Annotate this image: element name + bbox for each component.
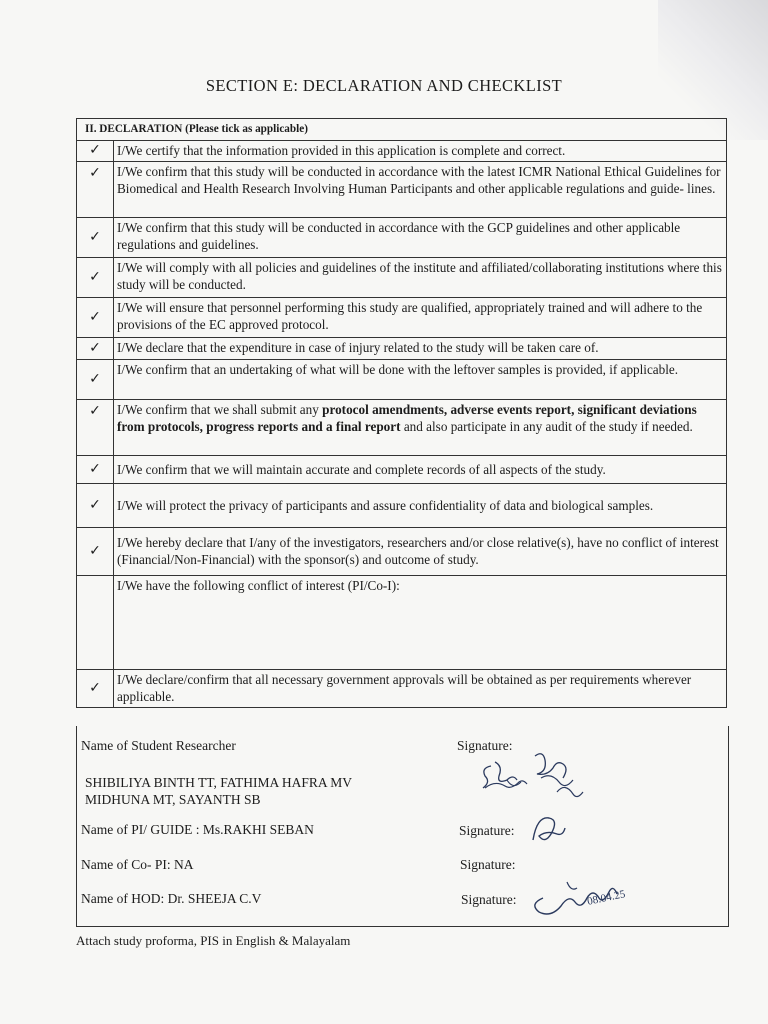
declaration-text (114, 400, 727, 456)
declaration-row (77, 338, 727, 360)
declaration-row (77, 360, 727, 400)
tick-mark[interactable]: ✓ (77, 360, 114, 400)
hod-signature-date: 08.04.25 (586, 888, 627, 908)
declaration-row (77, 298, 727, 338)
tick-mark[interactable]: ✓ (77, 298, 114, 338)
declaration-text: I/We certify that the information provided in this application is complete and correct. (114, 141, 727, 162)
tick-mark[interactable]: ✓ (77, 258, 114, 298)
student-names-line1: SHIBILIYA BINTH TT, FATHIMA HAFRA MV (85, 775, 353, 790)
declaration-row (77, 141, 727, 162)
declaration-row (77, 576, 727, 670)
tick-mark[interactable]: ✓ (77, 456, 114, 484)
co-pi-signature-label: Signature: (460, 857, 516, 872)
signature-section (76, 726, 729, 927)
declaration-table (76, 118, 727, 708)
declaration-row (77, 258, 727, 298)
hod-signature-label: Signature: (461, 892, 517, 907)
declaration-row (77, 162, 727, 218)
student-researcher-label: Name of Student Researcher (81, 738, 236, 753)
declaration-row (77, 400, 727, 456)
tick-mark[interactable]: ✓ (77, 141, 114, 162)
declaration-text: I/We hereby declare that I/any of the investigators, researchers and/or close relative(s), have no conflict of interest (Financial/Non-Financial) with the sponsor(s) and outcome of study. (114, 528, 727, 576)
declaration-header-row (77, 119, 727, 141)
hod-label: Name of HOD: Dr. SHEEJA C.V (81, 891, 262, 906)
pi-signature-label: Signature: (459, 823, 515, 838)
declaration-text: I/We confirm that we will maintain accurate and complete records of all aspects of the study. (114, 456, 727, 484)
tick-mark[interactable]: ✓ (77, 484, 114, 528)
declaration-row (77, 456, 727, 484)
declaration-header: II. DECLARATION (Please tick as applicable) (77, 119, 727, 141)
declaration-text-post: and also participate in any audit of the study if needed. (400, 419, 693, 434)
tick-mark[interactable]: ✓ (77, 400, 114, 456)
declaration-row (77, 670, 727, 708)
pi-guide-label: Name of PI/ GUIDE : Ms.RAKHI SEBAN (81, 822, 314, 837)
student-signature-label: Signature: (457, 738, 513, 753)
declaration-text: I/We will ensure that personnel performing this study are qualified, appropriately trained and will adhere to the provisions of the EC approved protocol. (114, 298, 727, 338)
declaration-text: I/We confirm that this study will be conducted in accordance with the latest ICMR National Ethical Guidelines for Biomedical and Health Research Involving Human Participants and other applicable regulations and guide- lines. (114, 162, 727, 218)
declaration-text: I/We will comply with all policies and guidelines of the institute and affiliated/collaborating institutions where this study will be conducted. (114, 258, 727, 298)
declaration-text: I/We declare that the expenditure in case of injury related to the study will be taken care of. (114, 338, 727, 360)
declaration-row (77, 484, 727, 528)
pi-signature-image (527, 810, 569, 850)
declaration-row (77, 528, 727, 576)
declaration-text: I/We confirm that an undertaking of what will be done with the leftover samples is provided, if applicable. (114, 360, 727, 400)
declaration-text-pre: I/We confirm that we shall submit any (117, 402, 323, 417)
tick-mark[interactable]: ✓ (77, 338, 114, 360)
student-signatures-image (477, 748, 587, 810)
tick-mark[interactable]: ✓ (77, 218, 114, 258)
declaration-text: I/We will protect the privacy of participants and assure confidentiality of data and biological samples. (114, 484, 727, 528)
tick-mark[interactable]: ✓ (77, 528, 114, 576)
declaration-text: I/We have the following conflict of interest (PI/Co-I): (114, 576, 727, 670)
tick-mark[interactable]: ✓ (77, 162, 114, 218)
student-names-line2: MIDHUNA MT, SAYANTH SB (85, 792, 261, 807)
tick-mark[interactable]: ✓ (77, 670, 114, 708)
declaration-text: I/We declare/confirm that all necessary government approvals will be obtained as per requirements wherever applicable. (114, 670, 727, 708)
declaration-text: I/We confirm that this study will be conducted in accordance with the GCP guidelines and other applicable regulations and guidelines. (114, 218, 727, 258)
footer-note: Attach study proforma, PIS in English & Malayalam (76, 933, 351, 948)
declaration-row (77, 218, 727, 258)
declaration-text-bold: protocol amendments, adverse events report, significant deviations from protocols, progress reports and a final report (117, 402, 697, 434)
page-title: SECTION E: DECLARATION AND CHECKLIST (205, 76, 563, 95)
tick-mark[interactable] (77, 576, 114, 670)
co-pi-label: Name of Co- PI: NA (81, 857, 194, 872)
